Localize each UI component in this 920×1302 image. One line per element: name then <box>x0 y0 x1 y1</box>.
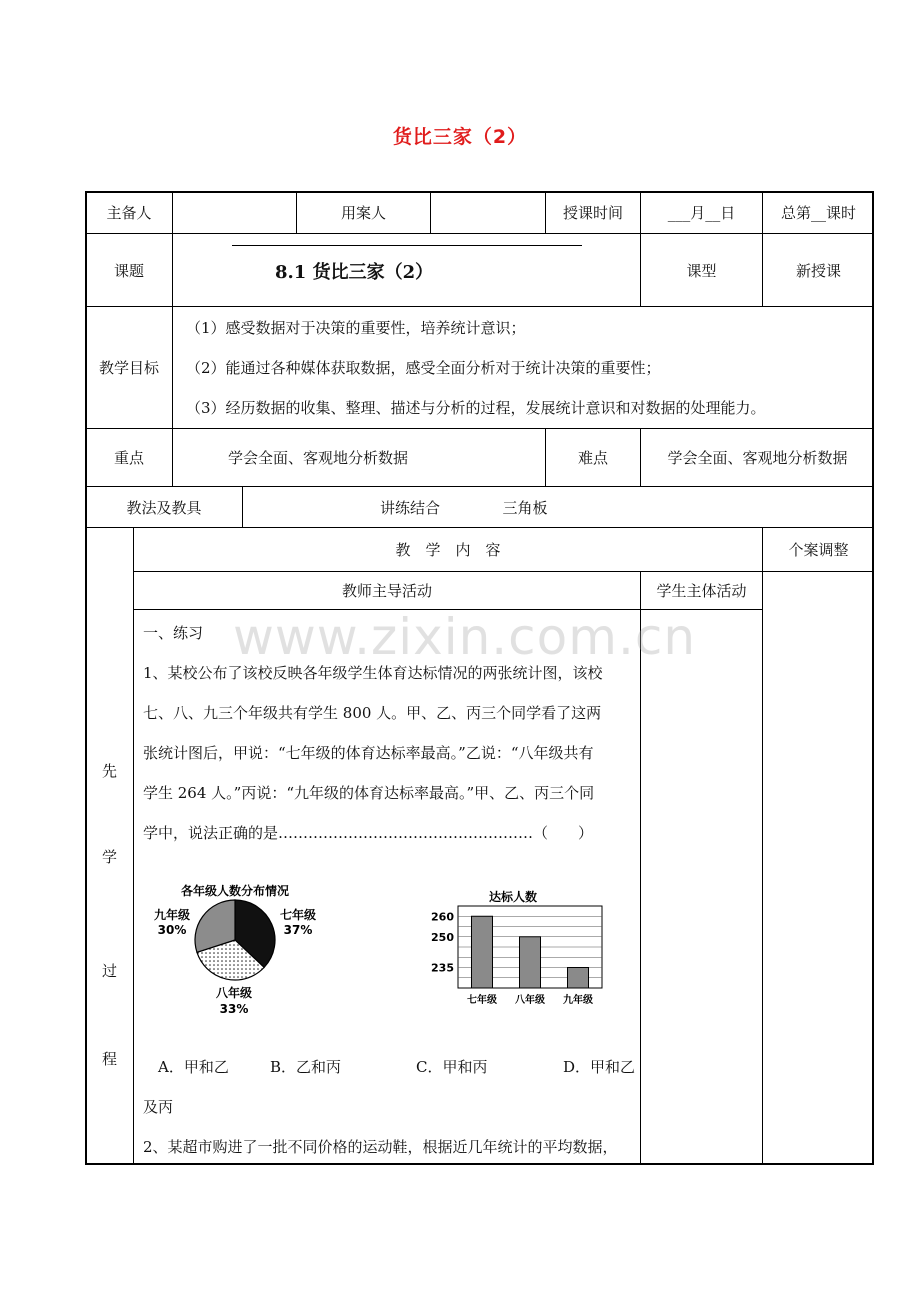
pie-label-8: 八年级 <box>215 986 253 1000</box>
objective-item: （1）感受数据对于决策的重要性，培养统计意识； <box>186 319 526 337</box>
lesson-type-value: 新授课 <box>795 261 841 280</box>
question-line: 张统计图后，甲说：“七年级的体育达标率最高。”乙说：“八年级共有 <box>143 744 594 762</box>
topic-label: 课题 <box>113 261 144 280</box>
bar-ytick-label: 260 <box>431 910 454 924</box>
user-value[interactable] <box>431 192 545 233</box>
bar-category-label: 七年级 <box>467 995 497 1005</box>
adjust-header: 个案调整 <box>788 541 849 559</box>
pie-label-7: 七年级 <box>279 908 317 922</box>
option-b: B．乙和丙 <box>270 1058 342 1076</box>
pie-value-8: 33% <box>219 1002 249 1016</box>
difficulty-value: 学会全面、客观地分析数据 <box>667 449 848 467</box>
question-line: 2、某超市购进了一批不同价格的运动鞋，根据近几年统计的平均数据， <box>143 1138 618 1156</box>
time-label: 授课时间 <box>562 204 623 222</box>
bar-category-label: 八年级 <box>515 995 545 1005</box>
bar-ytick-label: 250 <box>431 930 454 944</box>
teacher-activity-header: 教师主导活动 <box>341 582 432 600</box>
pie-value-7: 37% <box>283 923 313 937</box>
question-line: 七、八、九三个年级共有学生 800 人。甲、乙、丙三个同学看了这两 <box>143 704 602 722</box>
side-char: 先 <box>101 762 117 780</box>
preparer-value[interactable] <box>173 192 296 233</box>
difficulty-label: 难点 <box>577 449 608 467</box>
methods-value-1: 讲练结合 <box>379 498 440 517</box>
lesson-type-label: 课型 <box>686 261 717 280</box>
methods-label: 教法及教具 <box>126 498 202 517</box>
option-d: D．甲和乙 <box>563 1058 636 1076</box>
bar-category-label: 九年级 <box>563 995 593 1005</box>
bar-chart-title: 达标人数 <box>488 890 538 904</box>
pie-chart-title: 各年级人数分布情况 <box>180 884 290 898</box>
methods-value-2: 三角板 <box>502 498 548 517</box>
side-char: 程 <box>101 1050 117 1068</box>
objectives-label: 教学目标 <box>98 359 159 377</box>
side-char: 学 <box>101 848 117 866</box>
question-line: 学中，说法正确的是……………………………………………（ ） <box>143 824 594 842</box>
question-line: 1、某校公布了该校反映各年级学生体育达标情况的两张统计图，该校 <box>143 664 603 682</box>
document-title: 货比三家（2） <box>392 126 528 148</box>
pie-value-9: 30% <box>157 923 187 937</box>
bar-3 <box>568 968 589 989</box>
content-header: 教 学 内 容 <box>395 541 501 559</box>
user-label: 用案人 <box>340 204 386 222</box>
lesson-count: 总第__课时 <box>780 204 856 222</box>
objective-item: （2）能通过各种媒体获取数据，感受全面分析对于统计决策的重要性； <box>186 359 661 377</box>
side-char: 过 <box>101 962 117 980</box>
question-line: 学生 264 人。”丙说：“九年级的体育达标率最高。”甲、乙、丙三个同 <box>143 784 595 802</box>
course-title: 8.1 货比三家（2） <box>275 262 434 283</box>
option-d-continued: 及丙 <box>143 1098 174 1116</box>
objective-item: （3）经历数据的收集、整理、描述与分析的过程，发展统计意识和对数据的处理能力。 <box>186 399 766 417</box>
section-heading: 一、练习 <box>143 624 204 642</box>
bar-1 <box>472 916 493 988</box>
pie-chart <box>140 875 340 1025</box>
preparer-label: 主备人 <box>106 204 152 222</box>
bar-ytick-label: 235 <box>431 961 454 975</box>
key-point-value: 学会全面、客观地分析数据 <box>227 449 408 467</box>
date-blank: ___月__日 <box>667 204 736 222</box>
key-point-label: 重点 <box>113 449 144 467</box>
bar-chart <box>410 880 620 1005</box>
bar-2 <box>520 937 541 988</box>
pie-label-9: 九年级 <box>153 908 191 922</box>
option-c: C．甲和丙 <box>416 1058 488 1076</box>
option-a: A．甲和乙 <box>158 1058 229 1076</box>
student-activity-header: 学生主体活动 <box>656 582 747 600</box>
watermark: www.zixin.com.cn <box>233 608 697 666</box>
